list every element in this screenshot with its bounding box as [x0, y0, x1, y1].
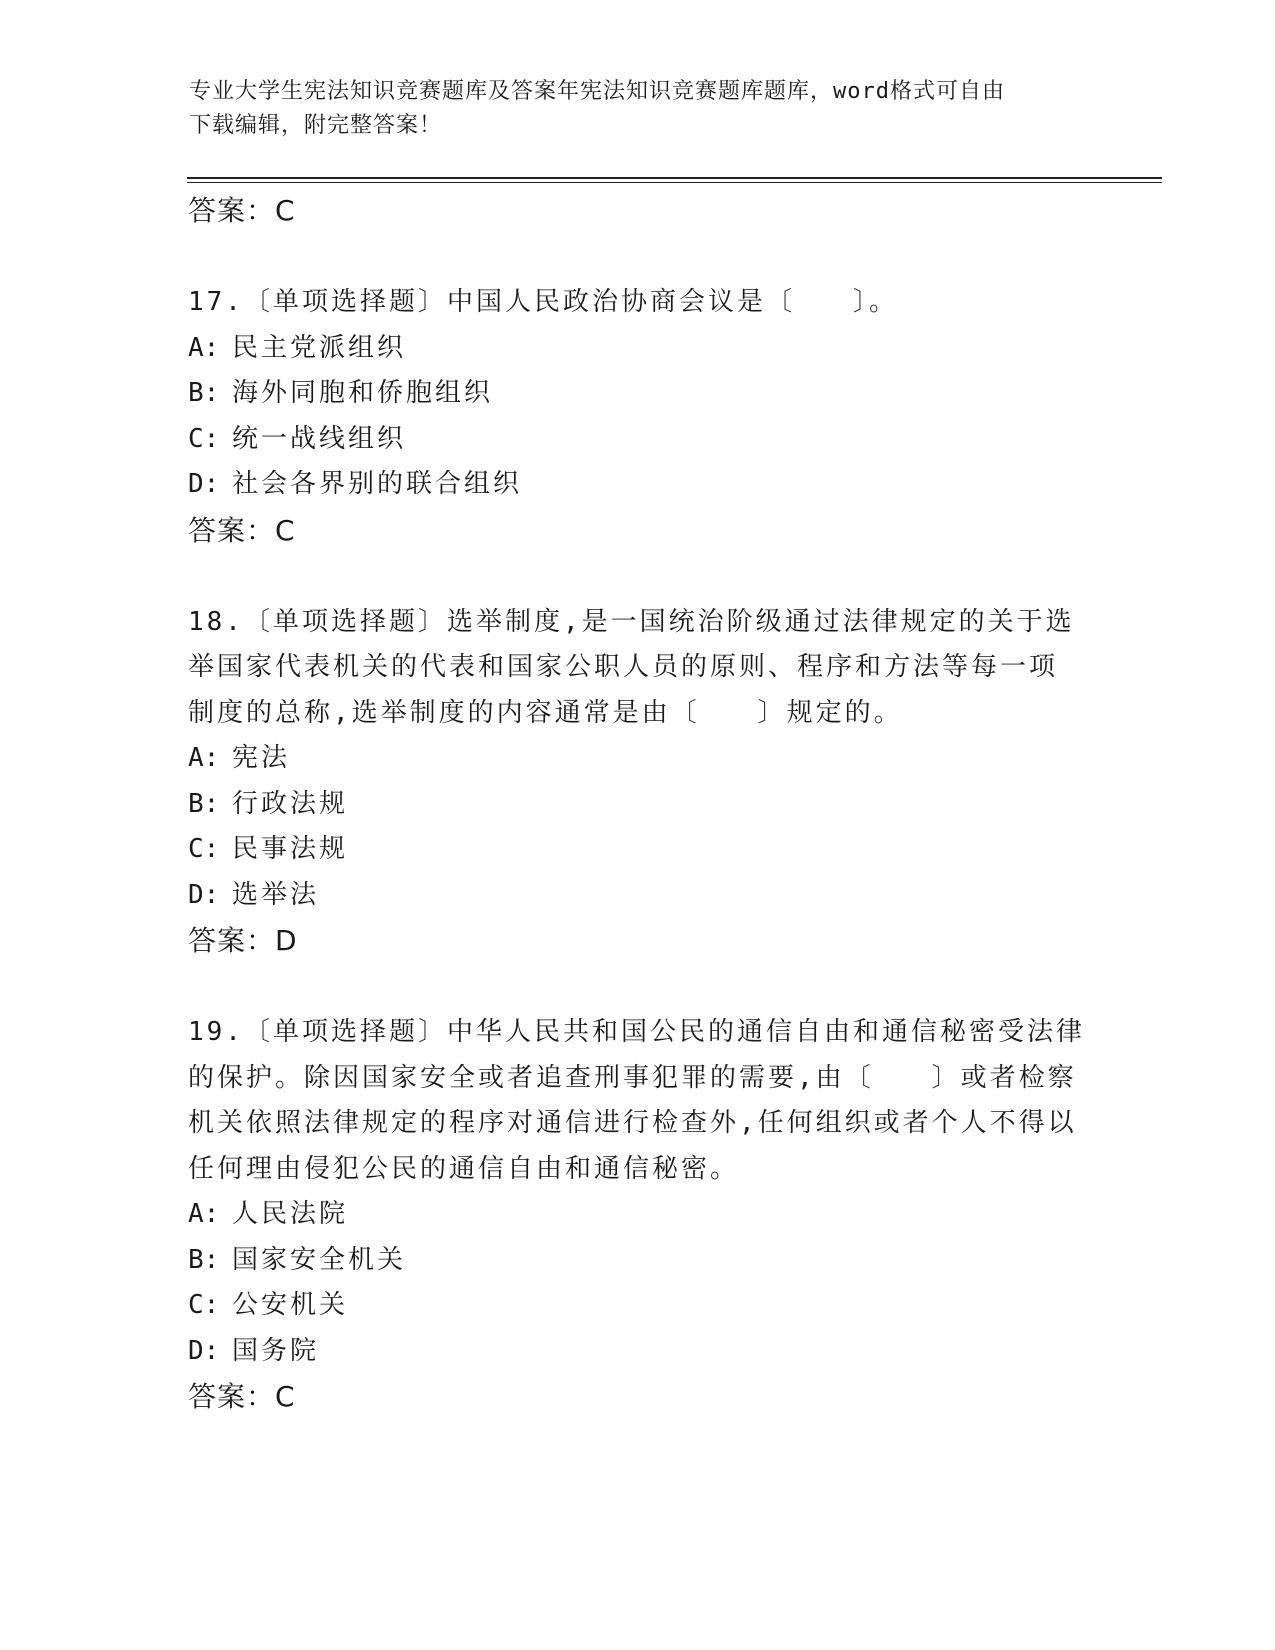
document-header	[189, 75, 1089, 143]
question-stem: 19.〔单项选择题〕中华人民共和国公民的通信自由和通信秘密受法律 的保护。除因国家安全或者追查刑事犯罪的需要,由〔 〕或者检察 机关依照法律规定的程序对通信进行检查外,任何组织或者个人不得以 任何理由侵犯公民的通信自由和通信秘密。	[188, 1017, 1085, 1184]
option-letter: C:	[188, 423, 220, 454]
option-text: 国务院	[232, 1335, 320, 1366]
question-list	[188, 188, 1088, 1420]
question-17	[188, 280, 1088, 554]
option-text: 民主党派组织	[232, 332, 407, 363]
option-text: 选举法	[232, 879, 320, 910]
option-a	[188, 736, 1088, 782]
option-text: 行政法规	[232, 788, 349, 819]
option-d	[188, 462, 1088, 508]
header-rule-thick	[187, 177, 1162, 179]
question-answer: 答案：C	[188, 1380, 296, 1413]
option-letter: B:	[188, 1244, 220, 1275]
question-stem: 18.〔单项选择题〕选举制度,是一国统治阶级通过法律规定的关于选 举国家代表机关的代表和国家公职人员的原则、程序和方法等每一项 制度的总称,选举制度的内容通常是由〔 〕规定的。	[188, 606, 1075, 728]
option-text: 民事法规	[232, 834, 349, 864]
option-letter: B:	[188, 378, 220, 408]
option-letter: A:	[188, 743, 220, 773]
option-d	[188, 873, 1088, 919]
option-letter: C:	[188, 834, 220, 864]
option-c	[188, 827, 1088, 873]
option-text: 统一战线组织	[232, 423, 407, 454]
option-letter: C:	[188, 1290, 220, 1320]
header-rule-thin	[187, 182, 1162, 183]
question-stem: 17.〔单项选择题〕中国人民政治协商会议是〔 〕。	[188, 287, 898, 317]
option-letter: B:	[188, 788, 220, 819]
header-line-1: 专业大学生宪法知识竞赛题库及答案年宪法知识竞赛题库题库，word格式可自由	[189, 79, 1005, 104]
option-letter: D:	[188, 1335, 220, 1366]
previous-answer: 答案：C	[188, 194, 296, 227]
option-d	[188, 1329, 1088, 1375]
header-line-2: 下载编辑，附完整答案！	[189, 113, 443, 138]
option-letter: D:	[188, 879, 220, 910]
question-answer: 答案：D	[188, 924, 298, 957]
question-answer: 答案：C	[188, 513, 296, 547]
option-b	[188, 371, 1088, 417]
option-text: 社会各界别的联合组织	[232, 469, 523, 499]
option-text: 宪法	[232, 743, 291, 773]
option-a	[188, 326, 1088, 372]
option-letter: A:	[188, 332, 220, 363]
option-c	[188, 417, 1088, 463]
option-letter: D:	[188, 469, 220, 499]
option-c	[188, 1283, 1088, 1329]
option-b	[188, 1238, 1088, 1284]
option-text: 人民法院	[232, 1199, 349, 1229]
option-text: 海外同胞和侨胞组织	[232, 378, 494, 408]
option-a	[188, 1192, 1088, 1238]
question-18	[188, 600, 1088, 965]
question-19	[188, 1010, 1088, 1420]
option-letter: A:	[188, 1199, 220, 1229]
option-b	[188, 782, 1088, 828]
option-text: 公安机关	[232, 1290, 349, 1320]
option-text: 国家安全机关	[232, 1244, 407, 1275]
